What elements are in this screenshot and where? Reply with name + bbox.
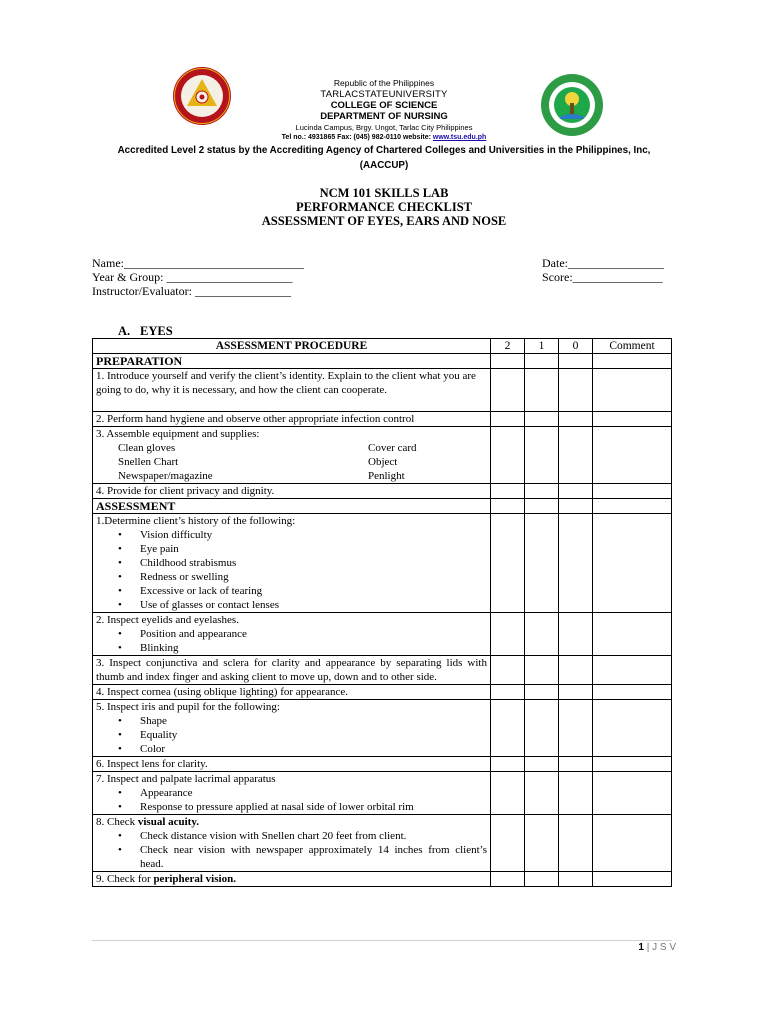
- score-cell[interactable]: [491, 685, 525, 700]
- procedure-text: 2. Inspect eyelids and eyelashes.: [96, 614, 239, 626]
- section-letter: A.: [118, 324, 131, 338]
- title-checklist: PERFORMANCE CHECKLIST: [295, 200, 473, 214]
- comment-cell[interactable]: [593, 354, 672, 369]
- section-eyes-heading: [118, 324, 173, 339]
- title-assessment: ASSESSMENT OF EYES, EARS AND NOSE: [261, 214, 507, 228]
- table-row: [93, 369, 672, 412]
- score-cell[interactable]: [559, 757, 593, 772]
- header-college: COLLEGE OF SCIENCE: [330, 100, 438, 111]
- procedure-text: 5. Inspect iris and pupil for the following:: [96, 701, 280, 713]
- equipment-item: Object: [368, 456, 398, 468]
- score-cell[interactable]: [525, 685, 559, 700]
- list-item: • Check distance vision with Snellen chart 20 feet from client.: [140, 829, 487, 843]
- equipment-row: [96, 469, 487, 483]
- accreditation-line-2: (AACCUP): [359, 160, 409, 171]
- comment-cell[interactable]: [593, 772, 672, 815]
- procedure-text: 3. Inspect conjunctiva and sclera for clarity and appearance by separating lids with thumb and index finger and asking client to move up, down and to other side.: [93, 656, 491, 685]
- table-row: [93, 872, 672, 887]
- header-address: Lucinda Campus, Brgy. Ungot, Tarlac City Philippines: [295, 123, 473, 132]
- equipment-item: Clean gloves: [118, 442, 176, 454]
- score-cell[interactable]: [525, 354, 559, 369]
- list-item: • Redness or swelling: [140, 570, 487, 584]
- score-cell[interactable]: [525, 369, 559, 412]
- section-title: EYES: [140, 324, 173, 338]
- list-item: • Equality: [140, 728, 487, 742]
- header-score-2: 2: [491, 339, 525, 354]
- score-cell[interactable]: [491, 700, 525, 757]
- equipment-item: Penlight: [368, 470, 405, 482]
- procedure-text: 3. Assemble equipment and supplies:: [96, 428, 260, 440]
- footer-separator: |: [643, 942, 653, 953]
- list-item: • Excessive or lack of tearing: [140, 584, 487, 598]
- score-cell[interactable]: [525, 772, 559, 815]
- score-cell[interactable]: [525, 613, 559, 656]
- score-cell[interactable]: [525, 412, 559, 427]
- history-list: [96, 528, 487, 612]
- header-comment: Comment: [593, 339, 672, 354]
- score-cell[interactable]: [525, 499, 559, 514]
- score-cell[interactable]: [525, 484, 559, 499]
- table-row: [93, 427, 672, 484]
- comment-cell[interactable]: [593, 685, 672, 700]
- header-university: TARLACSTATEUNIVERSITY: [320, 89, 448, 100]
- list-item: • Use of glasses or contact lenses: [140, 598, 487, 612]
- comment-cell[interactable]: [593, 412, 672, 427]
- procedure-emphasis: visual acuity.: [137, 816, 199, 828]
- list-item: • Check near vision with newspaper approximately 14 inches from client’s head.: [140, 843, 487, 871]
- comment-cell[interactable]: [593, 656, 672, 685]
- list-item: • Appearance: [140, 786, 487, 800]
- year-group-field[interactable]: Year & Group: _____________________: [92, 270, 293, 284]
- table-row: [93, 656, 672, 685]
- score-cell[interactable]: [559, 815, 593, 872]
- table-row: [93, 700, 672, 757]
- header-department: DEPARTMENT OF NURSING: [320, 111, 448, 122]
- score-cell[interactable]: [559, 412, 593, 427]
- procedure-emphasis: peripheral vision.: [153, 873, 236, 885]
- table-row: [93, 685, 672, 700]
- list-item: • Eye pain: [140, 542, 487, 556]
- score-cell[interactable]: [525, 514, 559, 613]
- preparation-section-row: [93, 354, 672, 369]
- accreditation-line-1: Accredited Level 2 status by the Accrediting Agency of Chartered Colleges and Universities in the Philippines, Inc,: [117, 145, 651, 156]
- table-row: [93, 815, 672, 872]
- score-cell[interactable]: [559, 656, 593, 685]
- table-row: [93, 772, 672, 815]
- score-cell[interactable]: [559, 772, 593, 815]
- page-footer: [638, 942, 676, 953]
- equipment-row: [96, 441, 487, 455]
- equipment-item: Snellen Chart: [118, 456, 179, 468]
- score-cell[interactable]: [491, 772, 525, 815]
- list-item: • Position and appearance: [140, 627, 487, 641]
- procedure-text: 1. Introduce yourself and verify the client’s identity. Explain to the client what you are going to do, why it is necessary, and how the client can cooperate.: [93, 369, 491, 412]
- header-republic: Republic of the Philippines: [333, 78, 435, 88]
- procedure-prefix: 9. Check for: [96, 873, 154, 885]
- score-cell[interactable]: [491, 369, 525, 412]
- score-cell[interactable]: [559, 872, 593, 887]
- score-cell[interactable]: [491, 412, 525, 427]
- assessment-section-row: [93, 499, 672, 514]
- score-cell[interactable]: [525, 815, 559, 872]
- footer-divider: [92, 940, 672, 941]
- list-item: • Color: [140, 742, 487, 756]
- score-cell[interactable]: [491, 514, 525, 613]
- score-cell[interactable]: [491, 427, 525, 484]
- comment-cell[interactable]: [593, 815, 672, 872]
- page-number: 1: [638, 942, 644, 953]
- procedure-cell: [93, 772, 491, 815]
- score-cell[interactable]: [491, 656, 525, 685]
- procedure-cell: [93, 815, 491, 872]
- procedure-text: 7. Inspect and palpate lacrimal apparatus: [96, 773, 276, 785]
- preparation-title: PREPARATION: [93, 354, 491, 369]
- procedure-cell: [93, 514, 491, 613]
- eyelid-list: [96, 627, 487, 655]
- list-item: • Response to pressure applied at nasal side of lower orbital rim: [140, 800, 487, 814]
- score-cell[interactable]: [559, 499, 593, 514]
- comment-cell[interactable]: [593, 369, 672, 412]
- table-row: [93, 514, 672, 613]
- visual-acuity-list: [96, 829, 487, 871]
- table-row: [93, 484, 672, 499]
- list-item: • Vision difficulty: [140, 528, 487, 542]
- comment-cell[interactable]: [593, 499, 672, 514]
- table-header-row: [93, 339, 672, 354]
- procedure-text: 1.Determine client’s history of the following:: [96, 515, 296, 527]
- list-item: • Childhood strabismus: [140, 556, 487, 570]
- score-cell[interactable]: [525, 872, 559, 887]
- equipment-item: Newspaper/magazine: [118, 470, 213, 482]
- procedure-text: 4. Inspect cornea (using oblique lighting) for appearance.: [93, 685, 491, 700]
- title-course: NCM 101 SKILLS LAB: [319, 186, 449, 200]
- score-cell[interactable]: [559, 369, 593, 412]
- score-cell[interactable]: [525, 700, 559, 757]
- assessment-title: ASSESSMENT: [93, 499, 491, 514]
- score-cell[interactable]: [491, 499, 525, 514]
- date-field[interactable]: Date:________________: [542, 256, 664, 270]
- procedure-text: 6. Inspect lens for clarity.: [93, 757, 491, 772]
- score-cell[interactable]: [525, 427, 559, 484]
- score-field[interactable]: Score:_______________: [542, 270, 663, 284]
- comment-cell[interactable]: [593, 427, 672, 484]
- lacrimal-list: [96, 786, 487, 814]
- iris-pupil-list: [96, 714, 487, 756]
- procedure-text: 2. Perform hand hygiene and observe other appropriate infection control: [93, 412, 491, 427]
- website-link[interactable]: www.tsu.edu.ph: [432, 134, 487, 141]
- score-cell[interactable]: [491, 815, 525, 872]
- score-cell[interactable]: [559, 685, 593, 700]
- score-cell[interactable]: [525, 656, 559, 685]
- score-cell[interactable]: [559, 514, 593, 613]
- header-score-0: 0: [559, 339, 593, 354]
- header-contact: [0, 134, 768, 141]
- table-row: [93, 757, 672, 772]
- procedure-cell: [93, 427, 491, 484]
- instructor-field[interactable]: Instructor/Evaluator: ________________: [92, 284, 291, 298]
- contact-text: Tel no.: 4931865 Fax: (045) 982-0110 website:: [281, 134, 433, 141]
- score-cell[interactable]: [559, 613, 593, 656]
- performance-checklist-table: [92, 338, 672, 887]
- list-item: • Shape: [140, 714, 487, 728]
- score-cell[interactable]: [491, 484, 525, 499]
- score-cell[interactable]: [559, 427, 593, 484]
- procedure-text: [96, 815, 487, 829]
- header-procedure: ASSESSMENT PROCEDURE: [93, 339, 491, 354]
- footer-initials: J S V: [652, 942, 676, 953]
- table-row: [93, 412, 672, 427]
- procedure-cell: [93, 613, 491, 656]
- score-cell[interactable]: [491, 872, 525, 887]
- equipment-item: Cover card: [368, 442, 417, 454]
- score-cell[interactable]: [491, 613, 525, 656]
- comment-cell[interactable]: [593, 757, 672, 772]
- list-item: • Blinking: [140, 641, 487, 655]
- equipment-row: [96, 455, 487, 469]
- procedure-prefix: 8. Check: [96, 816, 138, 828]
- score-cell[interactable]: [559, 354, 593, 369]
- procedure-text: 4. Provide for client privacy and dignity.: [93, 484, 491, 499]
- comment-cell[interactable]: [593, 613, 672, 656]
- score-cell[interactable]: [491, 757, 525, 772]
- comment-cell[interactable]: [593, 872, 672, 887]
- table-row: [93, 613, 672, 656]
- score-cell[interactable]: [559, 700, 593, 757]
- procedure-text: [93, 872, 491, 887]
- score-cell[interactable]: [559, 484, 593, 499]
- procedure-cell: [93, 700, 491, 757]
- header-score-1: 1: [525, 339, 559, 354]
- score-cell[interactable]: [491, 354, 525, 369]
- score-cell[interactable]: [525, 757, 559, 772]
- comment-cell[interactable]: [593, 484, 672, 499]
- name-field[interactable]: Name:______________________________: [92, 256, 304, 270]
- comment-cell[interactable]: [593, 700, 672, 757]
- comment-cell[interactable]: [593, 514, 672, 613]
